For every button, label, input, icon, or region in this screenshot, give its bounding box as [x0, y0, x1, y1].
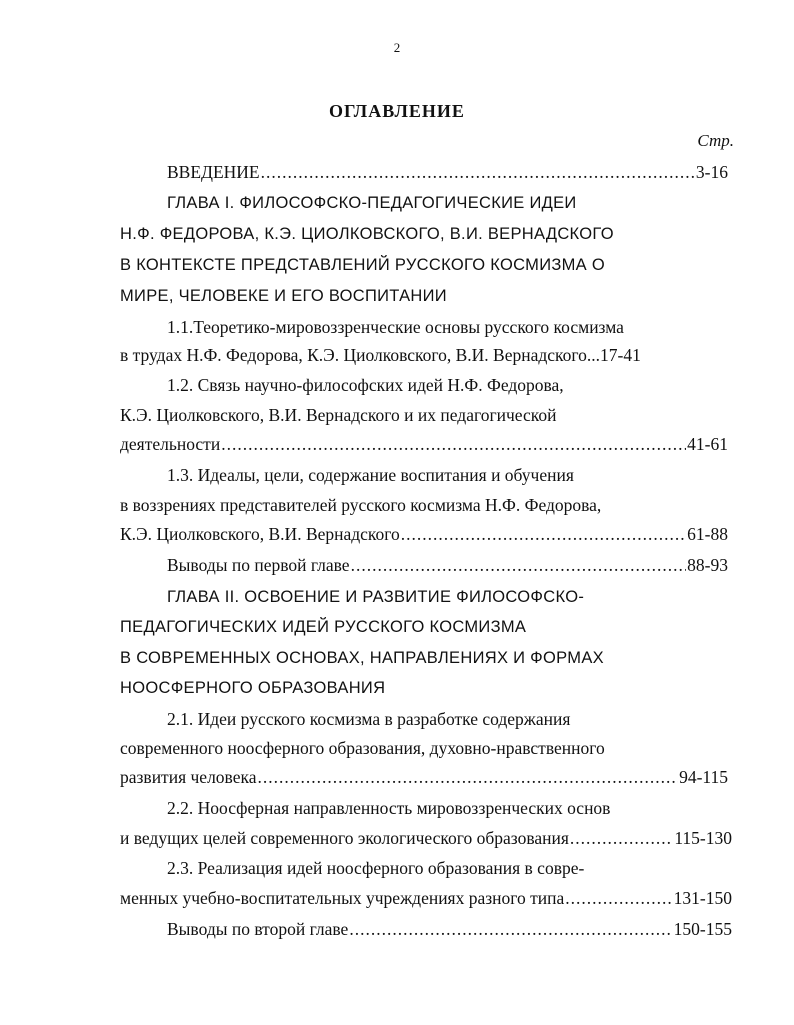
section-1-1-line: в трудах Н.Ф. Федорова, К.Э. Циолковского, В.И. Вернадского...17-41 — [120, 345, 641, 365]
toc-entry-text: Выводы по первой главе — [167, 555, 350, 575]
section-2-1-line: 2.1. Идеи русского космизма в разработке содержания — [167, 709, 571, 729]
dot-leader — [351, 552, 687, 578]
toc-entry-pages: 41-61 — [687, 434, 728, 454]
chapter-2-title-line: ГЛАВА II. ОСВОЕНИЕ И РАЗВИТИЕ ФИЛОСОФСКО- — [167, 588, 585, 606]
toc-entry-pages: 61-88 — [687, 524, 728, 544]
toc-entry-text: ВВЕДЕНИЕ — [167, 162, 260, 182]
dot-leader — [570, 825, 673, 851]
toc-entry-text: менных учебно-воспитательных учреждениях разного типа — [120, 888, 565, 908]
chapter-1-title-line: Н.Ф. ФЕДОРОВА, К.Э. ЦИОЛКОВСКОГО, В.И. ВЕРНАДСКОГО — [120, 225, 614, 243]
chapter-1-title-line: В КОНТЕКСТЕ ПРЕДСТАВЛЕНИЙ РУССКОГО КОСМИЗМА О — [120, 256, 606, 274]
section-2-3-entry — [120, 885, 732, 911]
section-1-3-entry — [120, 521, 728, 547]
toc-entry-conclusions-1 — [167, 552, 728, 578]
section-2-2-line: 2.2. Ноосферная направленность мировоззренческих основ — [167, 798, 611, 818]
toc-entry-conclusions-2 — [167, 916, 732, 942]
toc-entry-intro — [167, 159, 728, 185]
pages-column-label: Стр. — [697, 131, 734, 150]
section-1-2-entry — [120, 431, 728, 457]
dot-leader — [257, 764, 678, 790]
dot-leader — [565, 885, 672, 911]
section-1-1-line: 1.1.Теоретико-мировоззренческие основы русского космизма — [167, 317, 624, 337]
toc-entry-text: деятельности — [120, 434, 221, 454]
dot-leader — [349, 916, 672, 942]
toc-entry-text: развития человека — [120, 767, 257, 787]
section-2-1-line: современного ноосферного образования, духовно-нравственного — [120, 738, 605, 758]
dot-leader — [261, 159, 695, 185]
toc-entry-text: Выводы по второй главе — [167, 919, 349, 939]
toc-entry-pages: 88-93 — [687, 555, 728, 575]
chapter-1-title-line: ГЛАВА I. ФИЛОСОФСКО-ПЕДАГОГИЧЕСКИЕ ИДЕИ — [167, 194, 577, 212]
section-2-1-entry — [120, 764, 728, 790]
dot-leader — [401, 521, 686, 547]
section-1-2-line: 1.2. Связь научно-философских идей Н.Ф. Федорова, — [167, 375, 564, 395]
section-1-3-line: 1.3. Идеалы, цели, содержание воспитания и обучения — [167, 465, 574, 485]
toc-entry-pages: 131-150 — [673, 888, 732, 908]
section-1-2-line: К.Э. Циолковского, В.И. Вернадского и их педагогической — [120, 405, 557, 425]
chapter-1-title-line: МИРЕ, ЧЕЛОВЕКЕ И ЕГО ВОСПИТАНИИ — [120, 287, 447, 305]
toc-entry-text: и ведущих целей современного экологического образования — [120, 828, 569, 848]
section-2-2-entry — [120, 825, 732, 851]
section-2-3-line: 2.3. Реализация идей ноосферного образования в совре- — [167, 858, 585, 878]
chapter-2-title-line: ПЕДАГОГИЧЕСКИХ ИДЕЙ РУССКОГО КОСМИЗМА — [120, 618, 527, 636]
toc-heading: ОГЛАВЛЕНИЕ — [329, 101, 465, 121]
toc-entry-text: К.Э. Циолковского, В.И. Вернадского — [120, 524, 400, 544]
toc-entry-pages: 94-115 — [679, 767, 728, 787]
chapter-2-title-line: В СОВРЕМЕННЫХ ОСНОВАХ, НАПРАВЛЕНИЯХ И ФОРМАХ — [120, 649, 604, 667]
toc-entry-pages: 3-16 — [695, 162, 728, 182]
page-number: 2 — [393, 40, 401, 55]
toc-entry-pages: 150-155 — [673, 919, 732, 939]
section-1-3-line: в воззрениях представителей русского космизма Н.Ф. Федорова, — [120, 495, 602, 515]
dot-leader — [221, 431, 686, 457]
chapter-2-title-line: НООСФЕРНОГО ОБРАЗОВАНИЯ — [120, 679, 386, 697]
toc-entry-pages: 115-130 — [674, 828, 732, 848]
